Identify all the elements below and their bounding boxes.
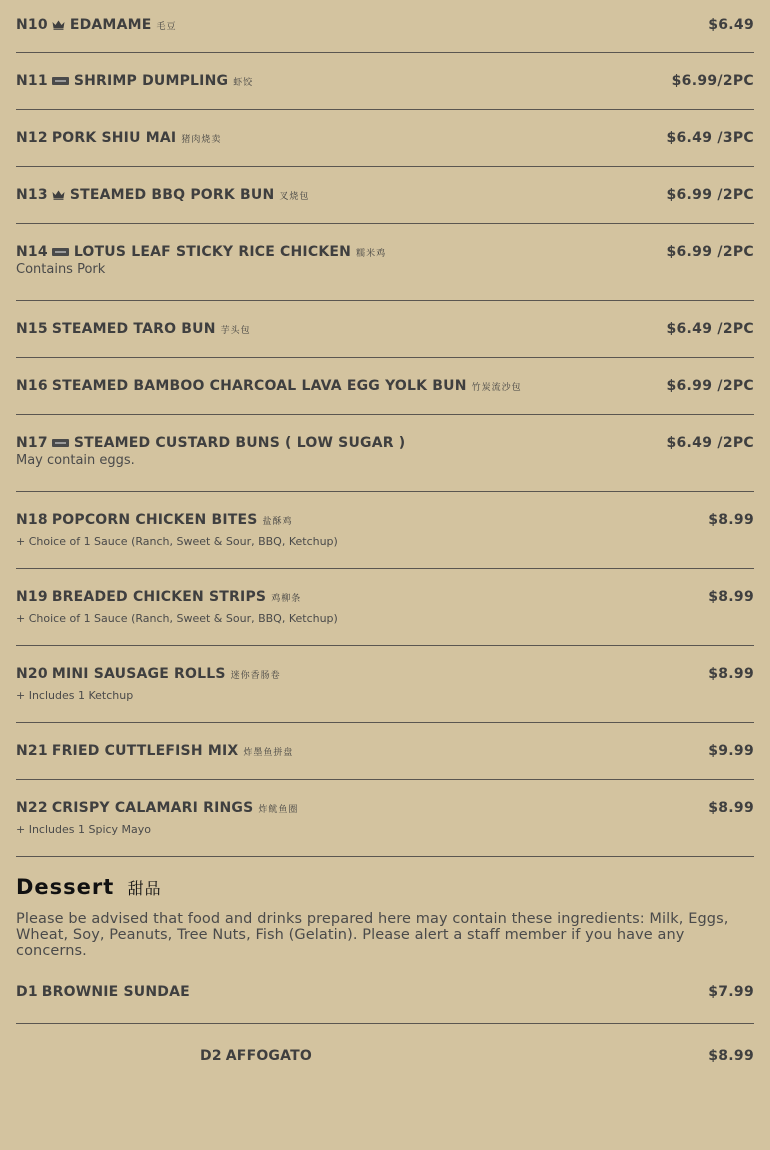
item-name-cjk: 虾饺	[233, 77, 254, 88]
menu-item-n20	[16, 646, 754, 723]
item-price: $8.99	[708, 800, 754, 816]
item-price: $6.49 /2PC	[666, 321, 754, 337]
item-name-cjk: 猪肉烧卖	[181, 134, 222, 145]
item-name: POPCORN CHICKEN BITES	[51, 512, 258, 528]
item-code: N19	[16, 589, 48, 605]
item-name-cjk: 迷你香肠卷	[230, 670, 281, 681]
item-name: STEAMED BBQ PORK BUN	[69, 187, 275, 203]
item-name: LOTUS LEAF STICKY RICE CHICKEN	[73, 244, 352, 260]
item-name-cjk: 毛豆	[156, 21, 177, 32]
section-title-text: Dessert	[16, 875, 115, 899]
item-name: BREADED CHICKEN STRIPS	[51, 589, 267, 605]
item-code: N11	[16, 73, 48, 89]
item-title	[16, 800, 298, 816]
item-name-cjk: 鸡柳条	[271, 593, 302, 604]
item-note: + Includes 1 Spicy Mayo	[16, 823, 152, 836]
item-name: STEAMED TARO BUN	[51, 321, 216, 337]
item-name: BROWNIE SUNDAE	[41, 984, 190, 1000]
item-name: PORK SHIU MAI	[51, 130, 177, 146]
item-name: CRISPY CALAMARI RINGS	[51, 800, 254, 816]
item-price: $6.99 /2PC	[666, 378, 754, 394]
item-price: $6.99/2PC	[671, 73, 754, 89]
item-name-cjk: 糯米鸡	[356, 248, 387, 259]
item-price: $7.99	[708, 984, 754, 1000]
menu-item-n11	[16, 53, 754, 110]
menu-item-n22	[16, 780, 754, 857]
item-description: Contains Pork	[16, 262, 106, 277]
item-title	[16, 435, 405, 451]
item-price: $6.49	[708, 17, 754, 33]
menu-item-n17	[16, 415, 754, 492]
item-name-cjk: 炸鱿鱼圈	[258, 804, 299, 815]
item-title	[16, 17, 177, 33]
item-title	[16, 73, 253, 89]
item-price: $8.99	[708, 589, 754, 605]
item-name: STEAMED CUSTARD BUNS ( LOW SUGAR )	[73, 435, 406, 451]
item-name: STEAMED BAMBOO CHARCOAL LAVA EGG YOLK BUN	[51, 378, 467, 394]
item-code: N16	[16, 378, 48, 394]
item-title	[16, 378, 522, 394]
item-code: N15	[16, 321, 48, 337]
item-code: D1	[16, 984, 38, 1000]
menu-item-n15	[16, 301, 754, 358]
menu-item-n19	[16, 569, 754, 646]
new-badge-icon	[52, 248, 69, 256]
item-price: $8.99	[708, 1048, 754, 1064]
item-note: + Choice of 1 Sauce (Ranch, Sweet & Sour, BBQ, Ketchup)	[16, 535, 338, 548]
item-price: $6.49 /3PC	[666, 130, 754, 146]
menu-item-n16	[16, 358, 754, 415]
item-code: N17	[16, 435, 48, 451]
item-name-cjk: 炸墨鱼拼盘	[243, 747, 294, 758]
item-name: EDAMAME	[69, 17, 152, 33]
item-name: MINI SAUSAGE ROLLS	[51, 666, 226, 682]
item-name: SHRIMP DUMPLING	[73, 73, 229, 89]
item-price: $6.99 /2PC	[666, 187, 754, 203]
item-title	[16, 589, 301, 605]
menu-item-d1	[16, 959, 754, 1024]
item-code: N14	[16, 244, 48, 260]
dessert-section	[0, 875, 770, 1084]
item-title	[16, 666, 281, 682]
item-code: N12	[16, 130, 48, 146]
menu-item-n21	[16, 723, 754, 780]
item-name: FRIED CUTTLEFISH MIX	[51, 743, 239, 759]
menu-item-n13	[16, 167, 754, 224]
menu-item-n14	[16, 224, 754, 301]
item-code: N13	[16, 187, 48, 203]
item-name-cjk: 盐酥鸡	[262, 516, 293, 527]
menu-item-n18	[16, 492, 754, 569]
item-price: $8.99	[708, 512, 754, 528]
crown-icon	[52, 190, 65, 200]
crown-icon	[52, 20, 65, 30]
menu-item-n10	[16, 17, 754, 53]
new-badge-icon	[52, 439, 69, 447]
item-code: D2	[200, 1048, 222, 1064]
section-title-cjk: 甜品	[127, 879, 162, 898]
new-badge-icon	[52, 77, 69, 85]
item-price: $9.99	[708, 743, 754, 759]
menu-item-n12	[16, 110, 754, 167]
item-name: AFFOGATO	[225, 1048, 312, 1064]
item-name-cjk: 叉烧包	[279, 191, 310, 202]
item-code: N10	[16, 17, 48, 33]
item-title	[16, 130, 221, 146]
item-name-cjk: 芋头包	[220, 325, 251, 336]
item-title	[16, 512, 293, 528]
item-code: N20	[16, 666, 48, 682]
item-code: N21	[16, 743, 48, 759]
section-title	[16, 875, 754, 899]
item-description: May contain eggs.	[16, 453, 135, 468]
item-title	[16, 244, 386, 260]
item-title	[16, 743, 293, 759]
item-title	[16, 187, 309, 203]
item-price: $6.99 /2PC	[666, 244, 754, 260]
item-price: $6.49 /2PC	[666, 435, 754, 451]
menu-item-d2	[16, 1024, 754, 1084]
item-note: + Choice of 1 Sauce (Ranch, Sweet & Sour, BBQ, Ketchup)	[16, 612, 338, 625]
item-note: + Includes 1 Ketchup	[16, 689, 134, 702]
item-code: N22	[16, 800, 48, 816]
item-code: N18	[16, 512, 48, 528]
item-title	[16, 321, 251, 337]
item-name-cjk: 竹炭流沙包	[471, 382, 522, 393]
allergen-advisory: Please be advised that food and drinks prepared here may contain these ingredients: Milk, Eggs, Wheat, Soy, Peanuts, Tree Nuts, Fish (Gelatin). Please alert a staff member if you have any concerns.	[16, 911, 729, 959]
item-price: $8.99	[708, 666, 754, 682]
